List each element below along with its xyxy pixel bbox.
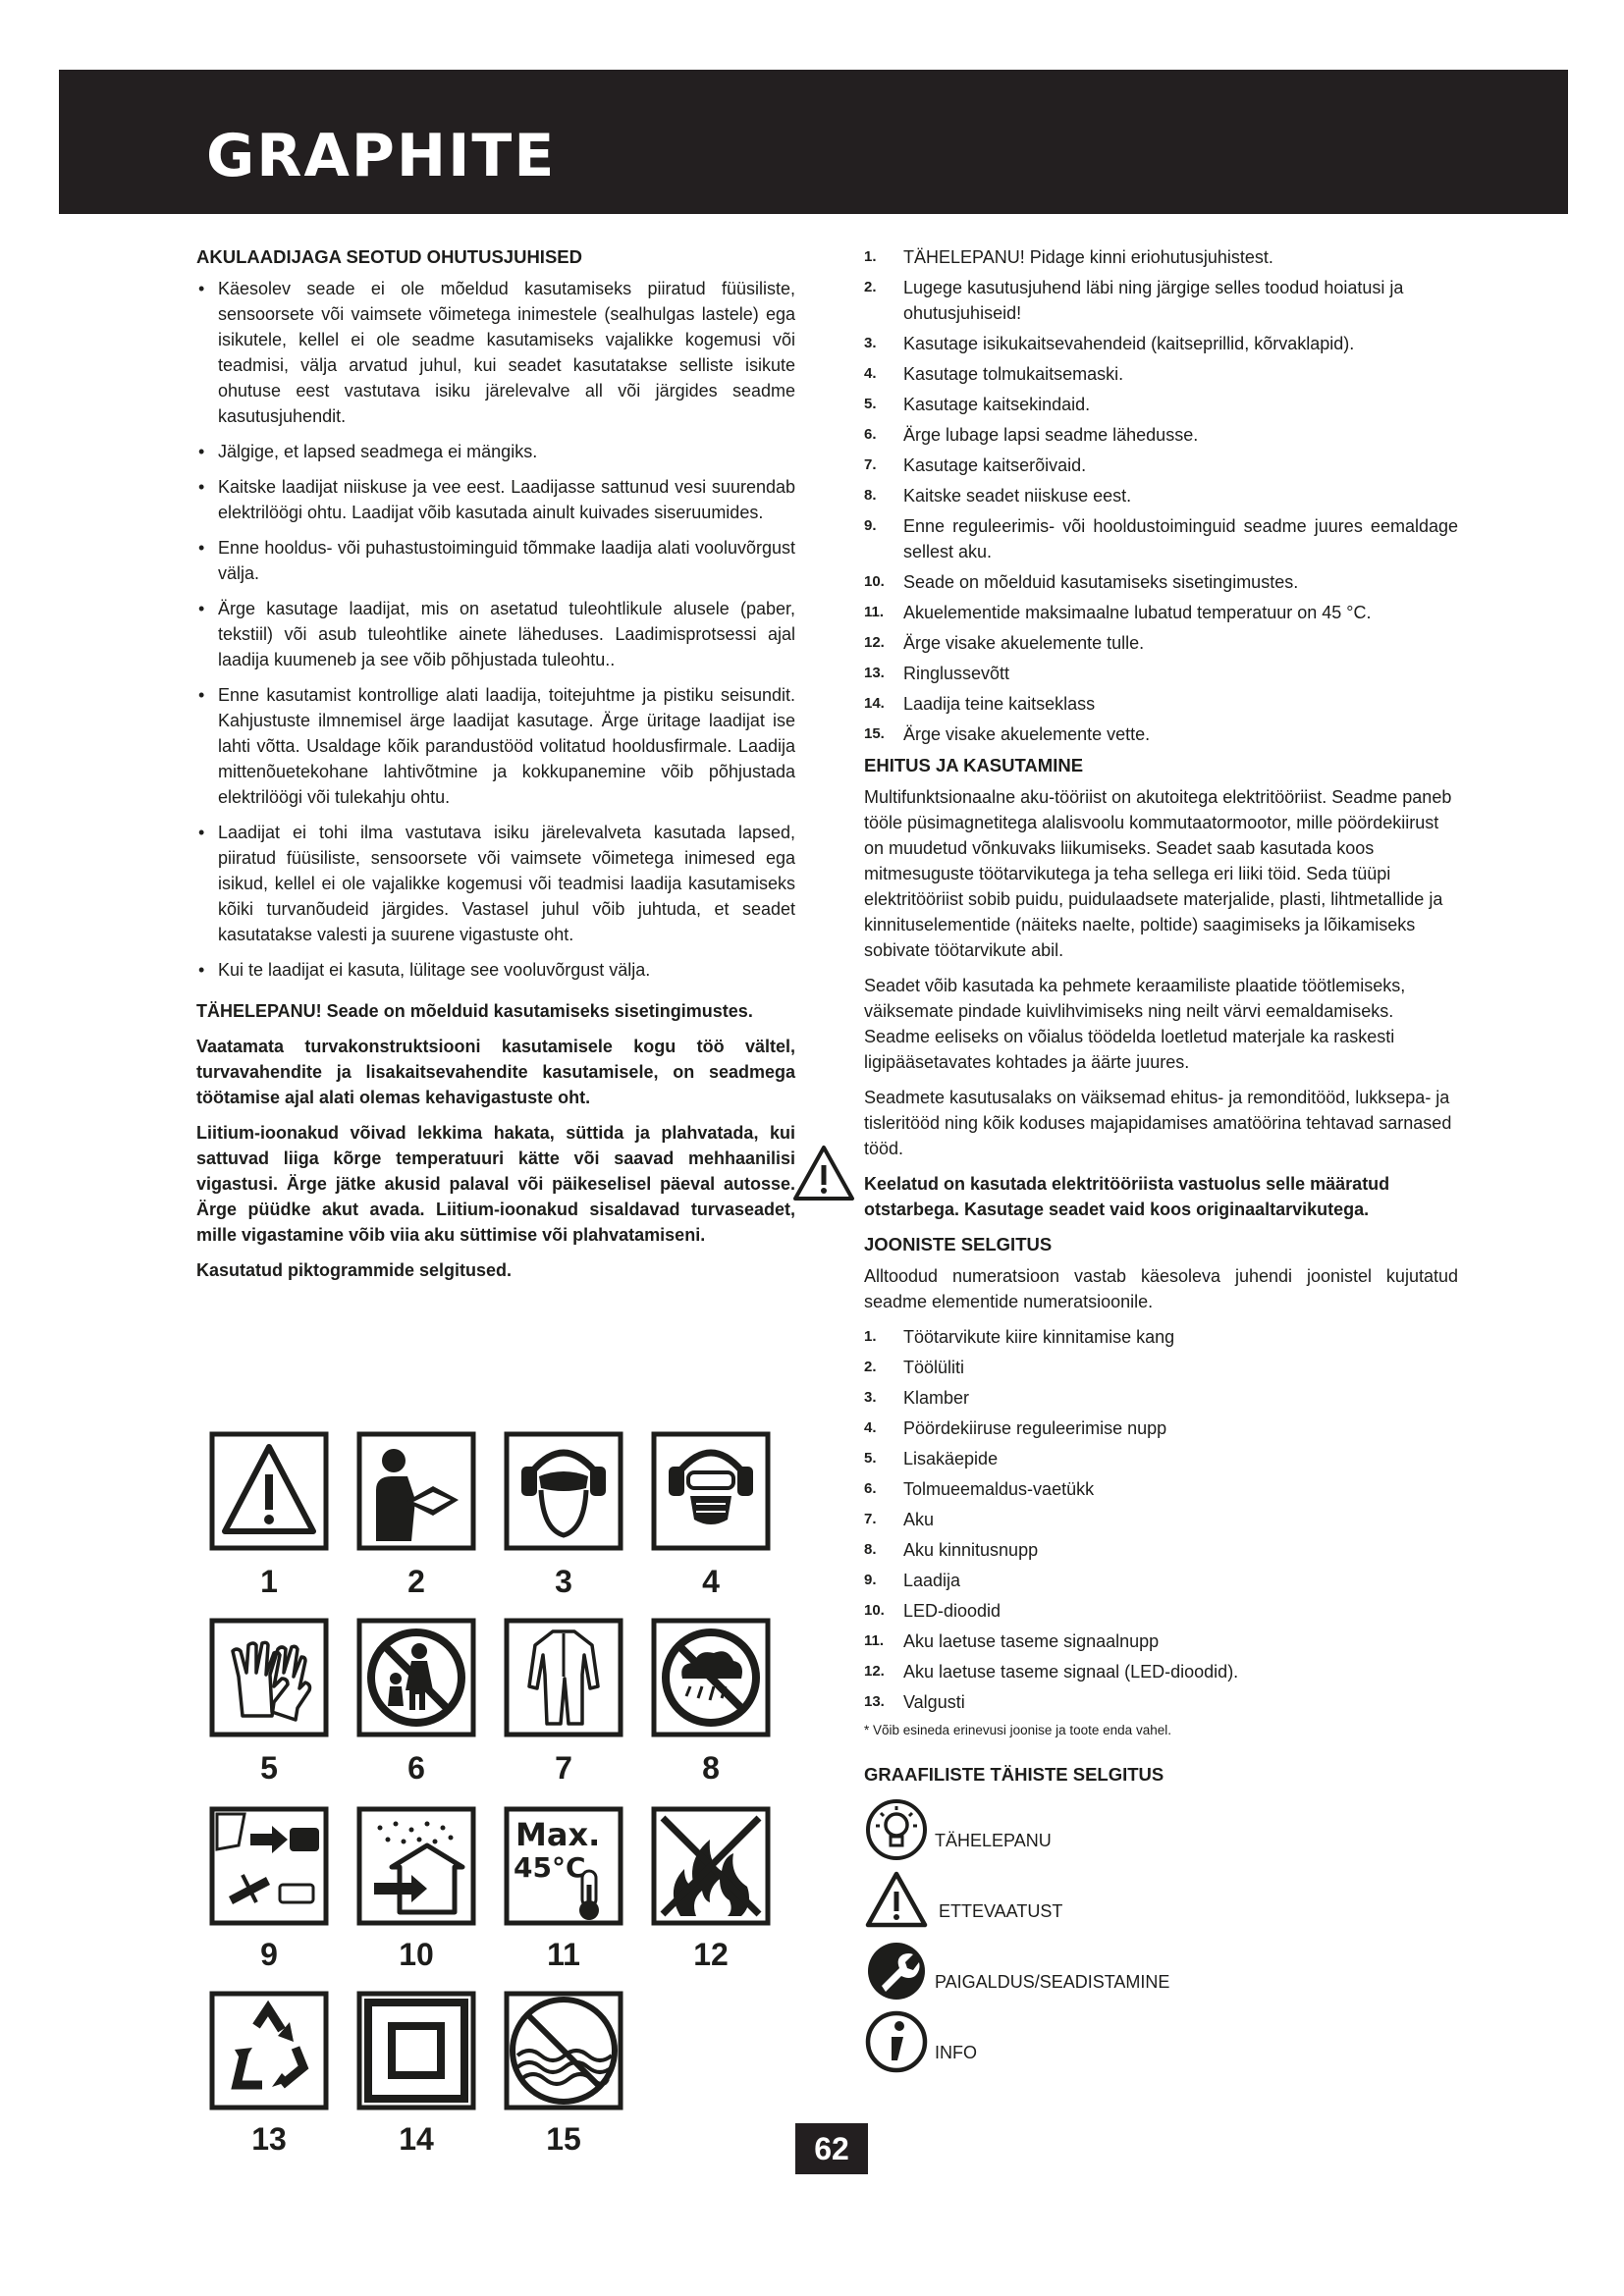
item-text: Pöördekiiruse reguleerimise nupp	[903, 1418, 1167, 1438]
item-number: 2.	[864, 279, 877, 295]
list-item: • Laadijat ei tohi ilma vastutava isiku järelevalveta kasutada lapsed, piiratud füüsiliste, sensoorsete või vaimsete võimetega inimesed ega isikud, kellel ei ole vajalikke kogemusi või teadmisi laadija kasutamiseks kõiki turvanõudeid järgides. Vastasel juhul võib juhtuda, et seadet kasutatakse valesti ja suurene vigastuste oht.	[196, 820, 795, 947]
gloves-icon	[209, 1618, 329, 1737]
item-number: 7.	[864, 456, 877, 473]
brand-logo: GRAPHITE	[206, 122, 557, 190]
info-icon	[864, 2009, 929, 2074]
symbol-caution	[864, 1868, 1458, 1939]
list-item	[864, 392, 1458, 417]
item-text: Laadija	[903, 1571, 961, 1590]
right-column	[864, 244, 1458, 2080]
list-item	[864, 361, 1458, 387]
pictogram-number: 12	[693, 1937, 729, 1972]
drawing-note: * Võib esineda erinevusi joonise ja toote enda vahel.	[864, 1723, 1171, 1737]
item-number: 6.	[864, 1480, 877, 1497]
paragraph: Seadmete kasutusalaks on väiksemad ehitus- ja remonditööd, lukksepa- ja tisleritööd ning kõik koduses majapidamises amatöörina tehtavad sarnased tööd.	[864, 1088, 1452, 1158]
list-item	[864, 331, 1458, 356]
list-item: • Enne kasutamist kontrollige alati laadija, toitejuhtme ja pistiku seisundit. Kahjustuste ilmnemisel ärge laadijat kasutage. Ärge üritage laadijat ise lahti võtta. Usaldage kõik parandustööd volitatud hooldusfirmale. Laadija mittenõuetekohane lahtivõtmine ja kokkupanemine võib põhjustada elektrilöögi või tulekahju ohtu.	[196, 682, 795, 810]
item-text: Töötarvikute kiire kinnitamise kang	[903, 1327, 1175, 1347]
page-number: 62	[795, 2123, 868, 2174]
lightbulb-icon	[864, 1797, 929, 1862]
item-text: LED-dioodid	[903, 1601, 1001, 1621]
protection-class-icon	[356, 1991, 476, 2110]
keep-children-away-icon	[356, 1618, 476, 1737]
pictogram-number: 6	[407, 1750, 425, 1786]
item-text: Aku kinnitusnupp	[903, 1540, 1039, 1560]
pictogram-number: 9	[260, 1937, 278, 1972]
pictogram-number: 10	[399, 1937, 434, 1972]
item-number: 5.	[864, 1450, 877, 1467]
item-text: Seade on mõelduid kasutamiseks sisetingimustes.	[903, 572, 1299, 592]
pictogram-number: 8	[702, 1750, 720, 1786]
safety-glasses-ear-protection-icon	[504, 1431, 623, 1551]
list-item	[864, 1507, 1458, 1532]
charger-safety-list	[196, 276, 795, 983]
list-item	[864, 1385, 1458, 1411]
item-text: Ärge visake akuelemente vette.	[903, 724, 1151, 744]
item-number: 12.	[864, 634, 885, 651]
item-text: Kasutage kaitserõivaid.	[903, 455, 1087, 475]
item-number: 5.	[864, 396, 877, 412]
item-text: Aku	[903, 1510, 935, 1529]
protective-clothing-icon	[504, 1618, 623, 1737]
item-text: Akuelementide maksimaalne lubatud temperatuur on 45 °C.	[903, 603, 1372, 622]
pictogram-number: 7	[555, 1750, 572, 1786]
recycling-icon	[209, 1991, 329, 2110]
item-text: Ringlussevõtt	[903, 664, 1010, 683]
item-number: 9.	[864, 517, 877, 534]
item-number: 11.	[864, 1632, 885, 1649]
list-item	[864, 1629, 1458, 1654]
list-item	[864, 513, 1458, 564]
list-item: • Ärge kasutage laadijat, mis on asetatud tuleohtlikule alusele (paber, tekstiil) või asub tuleohtlike ainete läheduses. Laadimisprotsessi ajal laadija kuumeneb ja see võib põhjustada tuleohtu..	[196, 596, 795, 672]
list-item	[864, 1659, 1458, 1684]
drawings-intro: Alltoodud numeratsioon vastab käesoleva juhendi joonistel kujutatud seadme elementide numeratsioonile.	[864, 1266, 1458, 1311]
paragraph: Seadet võib kasutada ka pehmete keraamiliste plaatide töötlemiseks, väiksemate pindade kuivlihvimiseks ning neilt värvi eemaldamiseks. Seadme eeliseks on võialus töödelda loetletud materjale ka raskesti ligipääsetavates kohtades ja äärte juures.	[864, 976, 1406, 1072]
list-item: • Käesolev seade ei ole mõeldud kasutamiseks piiratud füüsiliste, sensoorsete või vaimsete võimetega inimestele (sealhulgas lastele) ega isikutele, kellel ei ole seadme kasutamiseks vajalikke kogemusi või teadmisi, välja arvatud juhul, kui seadet kasutatakse selliste isikute ohutuse eest vastutava isiku järelevalve all või järgides seadme kasutusjuhendit.	[196, 276, 795, 429]
item-text: Kasutage kaitsekindaid.	[903, 395, 1091, 414]
battery-charger-icon	[209, 1806, 329, 1926]
list-item	[864, 630, 1458, 656]
item-number: 4.	[864, 365, 877, 382]
warning-triangle-icon	[791, 1144, 856, 1202]
forbidden-use-note: Keelatud on kasutada elektritööriista vastuolus selle määratud otstarbega. Kasutage seadet vaid koos originaaltarvikutega.	[864, 1174, 1390, 1219]
indoor-use-icon	[356, 1806, 476, 1926]
item-number: 4.	[864, 1419, 877, 1436]
item-number: 6.	[864, 426, 877, 443]
pictogram-legend-list	[864, 244, 1458, 747]
list-item	[864, 453, 1458, 478]
list-item	[864, 721, 1458, 747]
item-text: Lisakäepide	[903, 1449, 999, 1468]
symbol-attention	[864, 1797, 1458, 1868]
symbol-installation	[864, 1939, 1458, 2009]
construction-title: EHITUS JA KASUTAMINE	[864, 755, 1084, 775]
item-number: 15.	[864, 725, 885, 742]
item-text: Kasutage tolmukaitsemaski.	[903, 364, 1124, 384]
left-column	[196, 244, 795, 1293]
pictogram-number: 15	[546, 2121, 581, 2157]
item-text: Laadija teine kaitseklass	[903, 694, 1096, 714]
list-item: • Enne hooldus- või puhastustoiminguid tõmmake laadija alati vooluvõrgust välja.	[196, 535, 795, 586]
list-item	[864, 1476, 1458, 1502]
list-item	[864, 422, 1458, 448]
list-item	[864, 1598, 1458, 1624]
item-number: 1.	[864, 1328, 877, 1345]
item-text: Klamber	[903, 1388, 970, 1408]
pictogram-number: 14	[399, 2121, 434, 2157]
item-number: 14.	[864, 695, 885, 712]
wrench-icon	[864, 1939, 929, 2003]
item-text: Töölüliti	[903, 1358, 965, 1377]
item-text: Aku laetuse taseme signaal (LED-dioodid).	[903, 1662, 1239, 1682]
list-item	[864, 1568, 1458, 1593]
pictogram-number: 11	[547, 1937, 580, 1972]
item-number: 7.	[864, 1511, 877, 1527]
pictogram-grid	[209, 1431, 810, 2157]
pictogram-number: 3	[555, 1564, 572, 1599]
dust-mask-icon	[651, 1431, 771, 1551]
pictogram-number: 5	[260, 1750, 278, 1786]
max-temperature-icon	[504, 1806, 623, 1926]
pictogram-number: 1	[260, 1564, 278, 1599]
caution-triangle-icon	[864, 1868, 929, 1933]
list-item	[864, 483, 1458, 508]
list-item	[864, 1537, 1458, 1563]
temp-label: 45°C	[514, 1851, 586, 1884]
list-item	[864, 1689, 1458, 1715]
lithium-warning: Liitium-ioonakud võivad lekkima hakata, süttida ja plahvatada, kui sattuvad liiga kõrge temperatuuri kätte või saavad mehhaanilisi vigastusi. Ärge jätke akusid palaval või päikeselisel päeval autosse. Ärge püüdke akut avada. Liitium-ioonakud sisaldavad turvaseadet, mille vigastamine võib viia aku süttimise või plahvatamiseni.	[196, 1123, 795, 1245]
pictogram-number: 2	[407, 1564, 425, 1599]
item-text: Valgusti	[903, 1692, 965, 1712]
list-item	[864, 1446, 1458, 1471]
item-number: 3.	[864, 335, 877, 351]
item-text: Tolmueemaldus-vaetükk	[903, 1479, 1095, 1499]
item-number: 2.	[864, 1359, 877, 1375]
list-item	[864, 1355, 1458, 1380]
list-item: • Jälgige, et lapsed seadmega ei mängiks.	[196, 439, 795, 464]
list-item	[864, 691, 1458, 717]
parts-list	[864, 1324, 1458, 1715]
injury-warning: Vaatamata turvakonstruktsiooni kasutamisele kogu töö vältel, turvavahendite ja lisakaitsevahendite kasutamisele, on seadmega töötamise ajal alati olemas kehavigastuste oht.	[196, 1037, 795, 1107]
warning-icon	[209, 1431, 329, 1551]
list-item: • Kui te laadijat ei kasuta, lülitage see vooluvõrgust välja.	[196, 957, 795, 983]
no-rain-icon	[651, 1618, 771, 1737]
item-number: 12.	[864, 1663, 885, 1680]
list-item	[864, 661, 1458, 686]
item-text: Ärge visake akuelemente tulle.	[903, 633, 1145, 653]
read-manual-icon	[356, 1431, 476, 1551]
item-text: Enne reguleerimis- või hooldustoiminguid seadme juures eemaldage sellest aku.	[903, 516, 1458, 561]
item-number: 13.	[864, 1693, 885, 1710]
item-text: Aku laetuse taseme signaalnupp	[903, 1631, 1160, 1651]
item-text: Kasutage isikukaitsevahendeid (kaitseprillid, kõrvaklapid).	[903, 334, 1355, 353]
item-number: 10.	[864, 1602, 885, 1619]
item-text: Lugege kasutusjuhend läbi ning järgige selles toodud hoiatusi ja ohutusjuhiseid!	[903, 278, 1404, 323]
item-number: 8.	[864, 1541, 877, 1558]
charger-safety-title: AKULAADIJAGA SEOTUD OHUTUSJUHISED	[196, 246, 582, 267]
list-item	[864, 1415, 1458, 1441]
item-text: Kaitske seadet niiskuse eest.	[903, 486, 1132, 506]
symbol-label: ETTEVAATUST	[939, 1901, 1063, 1921]
symbol-label: INFO	[935, 2043, 977, 2062]
drawings-title: JOONISTE SELGITUS	[864, 1234, 1053, 1255]
forbidden-use-block	[864, 1171, 1458, 1222]
pictogram-number: 4	[702, 1564, 720, 1599]
header-band	[59, 70, 1568, 214]
no-fire-icon	[651, 1806, 771, 1926]
item-text: TÄHELEPANU! Pidage kinni eriohutusjuhistest.	[903, 247, 1273, 267]
list-item	[864, 600, 1458, 625]
item-number: 3.	[864, 1389, 877, 1406]
list-item: • Kaitske laadijat niiskuse ja vee eest. Laadijasse sattunud vesi suurendab elektrilöögi ohtu. Laadijat võib kasutada ainult kuivades siseruumides.	[196, 474, 795, 525]
graphic-symbols-title: GRAAFILISTE TÄHISTE SELGITUS	[864, 1764, 1164, 1785]
list-item	[864, 275, 1458, 326]
item-number: 9.	[864, 1572, 877, 1588]
list-item	[864, 569, 1458, 595]
max-label: Max.	[515, 1816, 601, 1853]
item-number: 11.	[864, 604, 885, 620]
item-number: 13.	[864, 665, 885, 681]
list-item	[864, 244, 1458, 270]
symbol-label: TÄHELEPANU	[935, 1831, 1052, 1850]
pictograms-caption: Kasutatud piktogrammide selgitused.	[196, 1260, 513, 1280]
attention-note: TÄHELEPANU! Seade on mõelduid kasutamiseks sisetingimustes.	[196, 1001, 753, 1021]
symbol-info	[864, 2009, 1458, 2080]
pictogram-number: 13	[251, 2121, 287, 2157]
symbol-label: PAIGALDUS/SEADISTAMINE	[935, 1972, 1170, 1992]
item-number: 1.	[864, 248, 877, 265]
list-item	[864, 1324, 1458, 1350]
no-water-icon	[504, 1991, 623, 2110]
paragraph: Multifunktsionaalne aku-tööriist on akutoitega elektritööriist. Seadme paneb tööle püsimagnetitega alalisvoolu kommutaatormootor, mille pöördekiirust on muudetud võnkuvaks liikumiseks. Seadet saab kasutada koos mitmesuguste töötarvikutega ja teha sellega eri liiki töid. Seda tüüpi elektritööriist sobib puidu, puidulaadsete materjalide, plasti, lihtmetallide ja kinnituselementide (näiteks naelte, poltide) saagimiseks ja lõikamiseks sobivate töötarvikute abil.	[864, 787, 1452, 960]
item-number: 8.	[864, 487, 877, 504]
item-text: Ärge lubage lapsi seadme lähedusse.	[903, 425, 1199, 445]
item-number: 10.	[864, 573, 885, 590]
